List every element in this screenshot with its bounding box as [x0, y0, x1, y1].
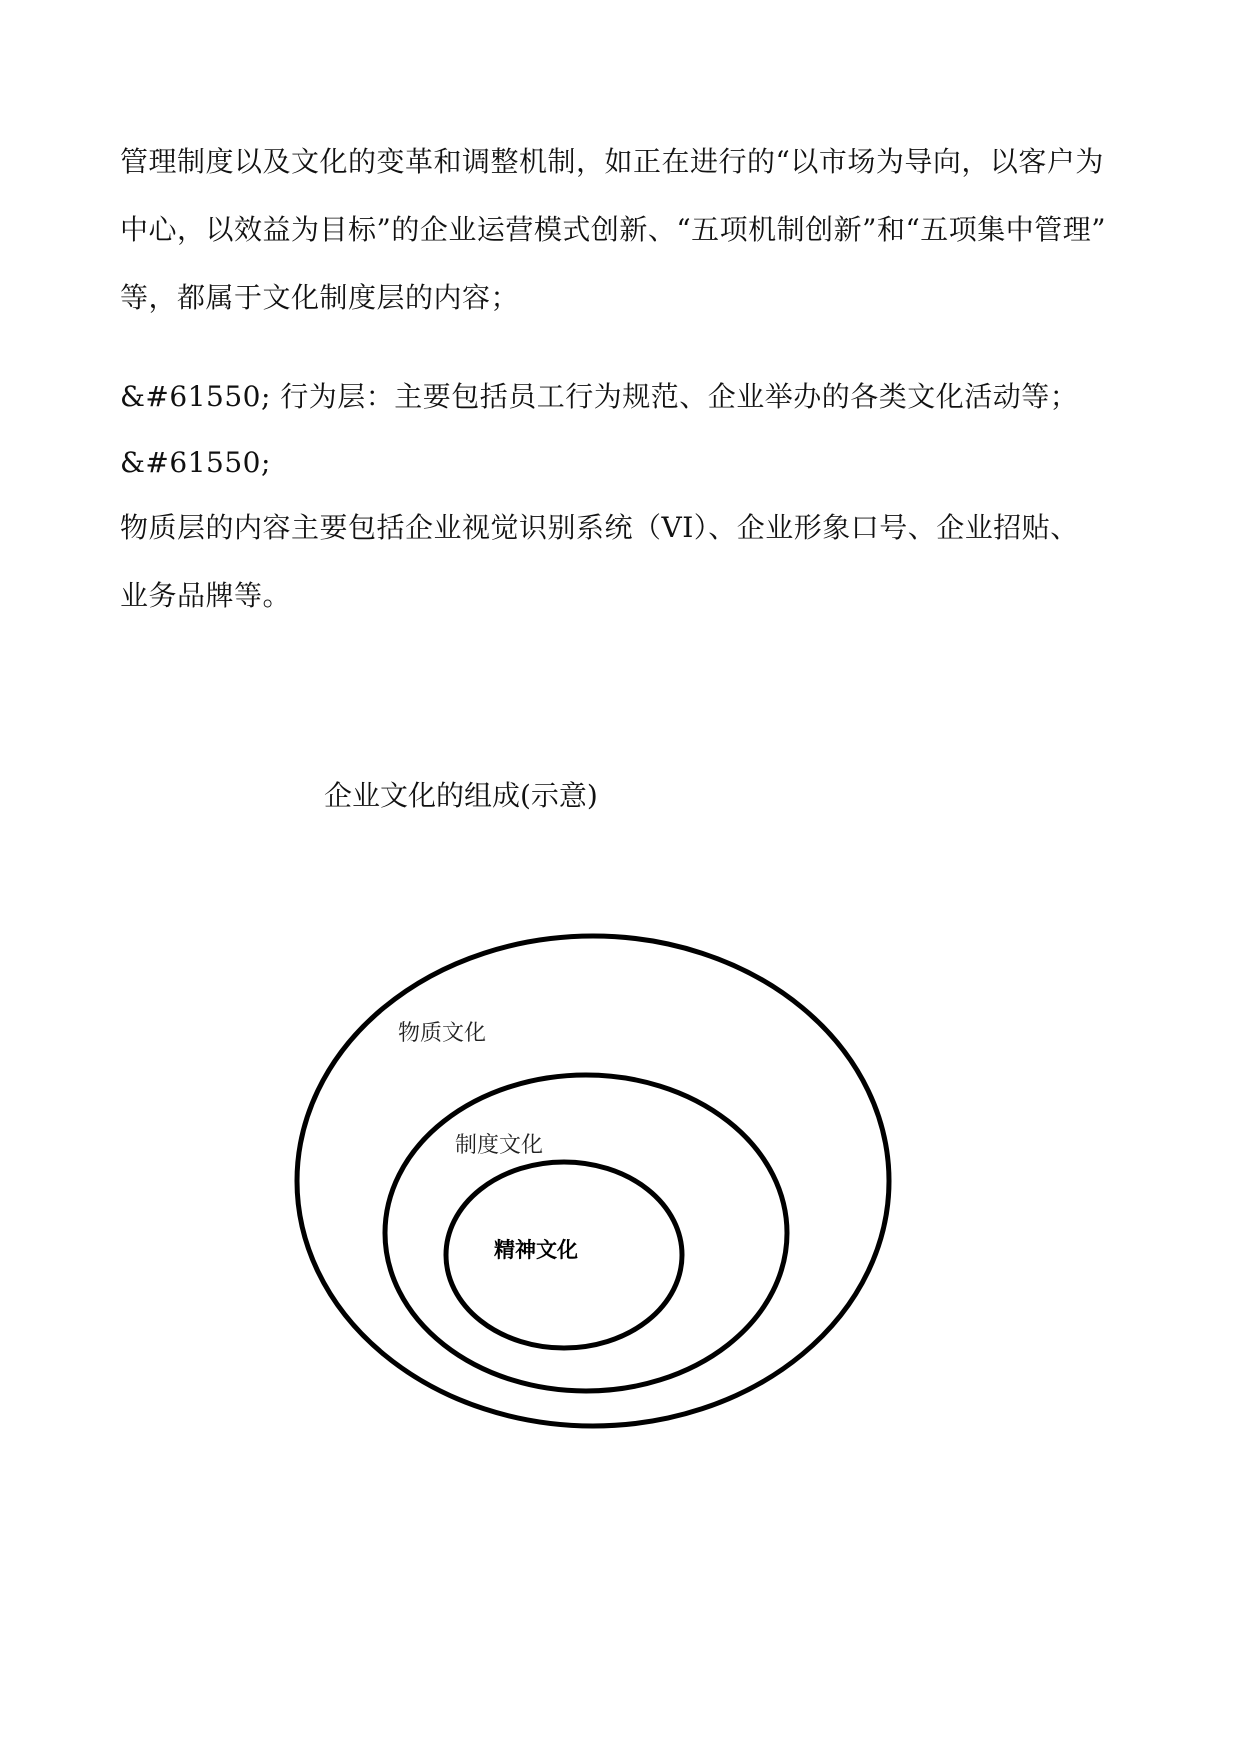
diagram-caption: 企业文化的组成(示意) [324, 779, 598, 812]
paragraph-line-7: 业务品牌等。 [120, 579, 292, 612]
paragraph-line-4: &#61550; 行为层：主要包括员工行为规范、企业举办的各类文化活动等； [120, 380, 1079, 413]
outer-ring-label: 物质文化 [398, 1021, 487, 1046]
middle-ring-label: 制度文化 [455, 1133, 544, 1158]
paragraph-line-1: 管理制度以及文化的变革和调整机制，如正在进行的“以市场为导向，以客户为 [120, 145, 1104, 178]
middle-ring [385, 1075, 787, 1391]
paragraph-line-6: 物质层的内容主要包括企业视觉识别系统（VI）、企业形象口号、企业招贴、 [120, 511, 1079, 544]
outer-ring [297, 936, 889, 1426]
paragraph-line-2: 中心，以效益为目标”的企业运营模式创新、“五项机制创新”和“五项集中管理” [120, 213, 1107, 246]
inner-ring-label: 精神文化 [494, 1238, 578, 1262]
paragraph-line-3: 等，都属于文化制度层的内容； [120, 281, 520, 314]
paragraph-line-5: &#61550; [120, 446, 271, 479]
